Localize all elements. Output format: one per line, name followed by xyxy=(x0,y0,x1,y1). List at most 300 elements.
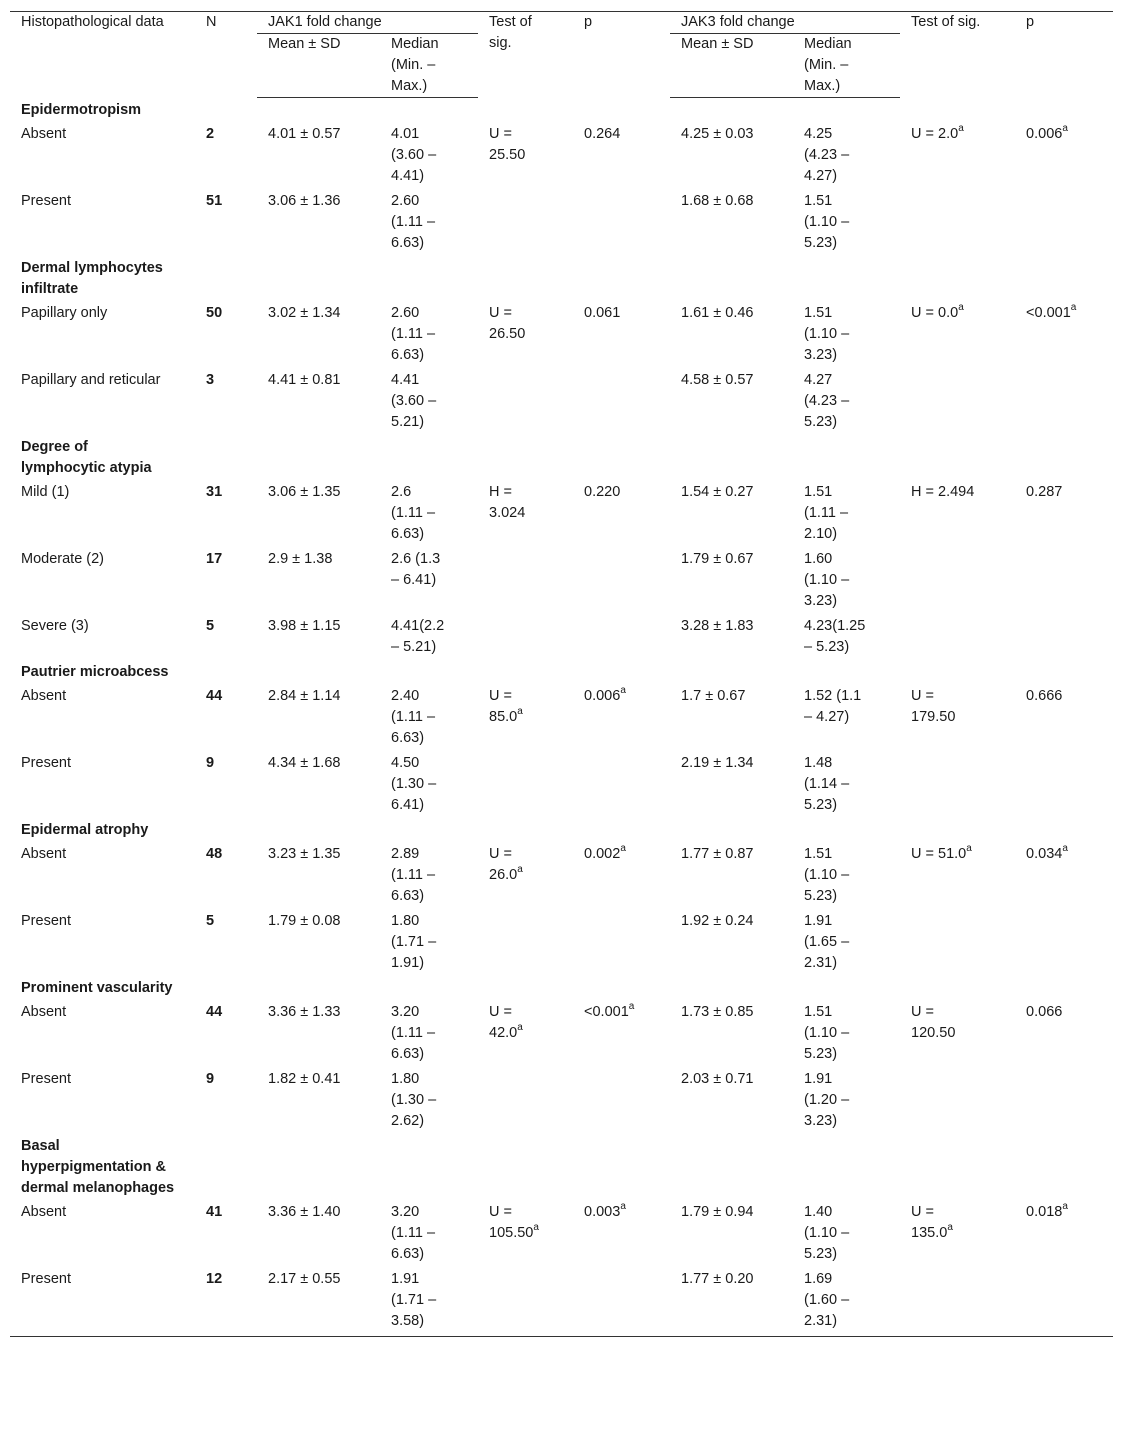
jak3-test-statistic xyxy=(900,368,1015,435)
jak3-p-value-text: 0.666 xyxy=(1026,687,1063,704)
empty-cell xyxy=(380,1134,478,1200)
significance-marker: a xyxy=(517,705,523,717)
jak1-test-statistic xyxy=(478,1000,573,1067)
empty-cell xyxy=(1015,98,1113,122)
n-value xyxy=(195,480,257,547)
jak1-median-range xyxy=(380,1000,478,1067)
table-row xyxy=(10,1000,1113,1067)
jak3-mean-sd-text: 1.68 ± 0.68 xyxy=(681,192,754,209)
jak1-median-range xyxy=(380,189,478,256)
jak1-median-range xyxy=(380,614,478,660)
jak1-mean-sd-text: 4.34 ± 1.68 xyxy=(268,754,341,771)
empty-cell xyxy=(573,976,670,1000)
jak3-test-statistic xyxy=(900,189,1015,256)
jak1-mean-sd xyxy=(257,1067,380,1134)
table-row xyxy=(10,368,1113,435)
group-title: Epidermal atrophy xyxy=(21,821,149,838)
significance-marker: a xyxy=(1062,122,1068,134)
jak1-p-value-text: <0.001 xyxy=(584,1003,629,1020)
group-header-row xyxy=(10,435,1113,480)
jak3-median-range-text: 1.51 (1.10 – 5.23) xyxy=(804,845,850,904)
empty-cell xyxy=(573,98,670,122)
row-label-text: Papillary only xyxy=(21,304,108,321)
subheader-jak3-median: Median (Min. – Max.) xyxy=(793,34,900,98)
row-label-text: Absent xyxy=(21,687,67,704)
group-header-row xyxy=(10,818,1113,842)
jak3-test-statistic xyxy=(900,480,1015,547)
jak3-mean-sd-text: 1.7 ± 0.67 xyxy=(681,687,746,704)
empty-cell xyxy=(257,976,380,1000)
row-label xyxy=(10,547,195,614)
n-value-text: 9 xyxy=(206,754,215,771)
jak1-median-range xyxy=(380,480,478,547)
header-jak1-fold-change: JAK1 fold change xyxy=(257,12,478,34)
jak3-test-statistic xyxy=(900,684,1015,751)
jak3-mean-sd-text: 1.79 ± 0.67 xyxy=(681,550,754,567)
empty-cell xyxy=(670,818,793,842)
group-title: Basal hyperpigmentation & dermal melanophages xyxy=(21,1137,175,1196)
empty-cell xyxy=(257,98,380,122)
row-label-text: Absent xyxy=(21,125,67,142)
row-label xyxy=(10,909,195,976)
empty-cell xyxy=(1015,976,1113,1000)
empty-cell xyxy=(478,1134,573,1200)
empty-cell xyxy=(900,818,1015,842)
jak3-median-range xyxy=(793,122,900,189)
jak1-mean-sd-text: 3.02 ± 1.34 xyxy=(268,304,341,321)
table-row xyxy=(10,614,1113,660)
jak3-mean-sd xyxy=(670,909,793,976)
empty-cell xyxy=(793,660,900,684)
jak3-median-range xyxy=(793,1000,900,1067)
jak3-mean-sd-text: 1.54 ± 0.27 xyxy=(681,483,754,500)
empty-cell xyxy=(670,976,793,1000)
jak3-median-range xyxy=(793,684,900,751)
jak1-median-range xyxy=(380,368,478,435)
jak1-median-range-text: 4.01 (3.60 – 4.41) xyxy=(391,125,437,184)
row-label-text: Absent xyxy=(21,1003,67,1020)
jak3-median-range xyxy=(793,189,900,256)
table-row xyxy=(10,189,1113,256)
jak1-p-value-text: 0.006 xyxy=(584,687,621,704)
header-n: N xyxy=(206,14,217,30)
group-title: Degree of lymphocytic atypia xyxy=(21,438,152,476)
jak1-median-range-text: 2.6 (1.3 – 6.41) xyxy=(391,550,441,588)
row-label-text: Severe (3) xyxy=(21,617,89,634)
row-label xyxy=(10,614,195,660)
empty-cell xyxy=(793,98,900,122)
empty-cell xyxy=(1015,1134,1113,1200)
jak1-median-range xyxy=(380,909,478,976)
jak3-mean-sd-text: 1.77 ± 0.20 xyxy=(681,1270,754,1287)
group-title: Prominent vascularity xyxy=(21,979,173,996)
table-row xyxy=(10,751,1113,818)
jak1-mean-sd xyxy=(257,189,380,256)
empty-cell xyxy=(257,660,380,684)
jak1-test-statistic xyxy=(478,842,573,909)
n-value xyxy=(195,189,257,256)
jak3-p-value xyxy=(1015,301,1113,368)
significance-marker: a xyxy=(533,1221,539,1233)
jak1-median-range xyxy=(380,751,478,818)
jak1-median-range-text: 1.91 (1.71 – 3.58) xyxy=(391,1270,437,1329)
jak3-p-value xyxy=(1015,751,1113,818)
n-value xyxy=(195,614,257,660)
empty-cell xyxy=(257,435,380,480)
empty-cell xyxy=(380,256,478,301)
jak1-mean-sd xyxy=(257,909,380,976)
n-value xyxy=(195,368,257,435)
empty-cell xyxy=(793,435,900,480)
table-row xyxy=(10,1067,1113,1134)
significance-marker: a xyxy=(1062,842,1068,854)
jak3-median-range-text: 1.91 (1.20 – 3.23) xyxy=(804,1070,850,1129)
jak3-median-range xyxy=(793,1200,900,1267)
jak3-mean-sd xyxy=(670,614,793,660)
group-header-row xyxy=(10,98,1113,122)
n-value xyxy=(195,684,257,751)
jak1-mean-sd-text: 3.23 ± 1.35 xyxy=(268,845,341,862)
empty-cell xyxy=(793,1134,900,1200)
jak3-test-statistic xyxy=(900,909,1015,976)
n-value xyxy=(195,1200,257,1267)
jak3-mean-sd xyxy=(670,842,793,909)
empty-cell xyxy=(195,98,257,122)
row-label xyxy=(10,1067,195,1134)
group-header-row xyxy=(10,1134,1113,1200)
group-title: Epidermotropism xyxy=(21,101,142,118)
significance-marker: a xyxy=(947,1221,953,1233)
significance-marker: a xyxy=(620,842,626,854)
jak3-mean-sd-text: 2.19 ± 1.34 xyxy=(681,754,754,771)
jak3-median-range xyxy=(793,909,900,976)
row-label xyxy=(10,122,195,189)
row-label xyxy=(10,368,195,435)
jak3-median-range-text: 1.51 (1.11 – 2.10) xyxy=(804,483,849,542)
empty-cell xyxy=(257,1134,380,1200)
n-value-text: 5 xyxy=(206,912,215,929)
empty-cell xyxy=(1015,818,1113,842)
jak3-median-range xyxy=(793,614,900,660)
empty-cell xyxy=(380,660,478,684)
empty-cell xyxy=(195,818,257,842)
empty-cell xyxy=(573,435,670,480)
jak1-mean-sd-text: 2.9 ± 1.38 xyxy=(268,550,333,567)
empty-cell xyxy=(900,435,1015,480)
empty-cell xyxy=(1015,435,1113,480)
jak1-test-statistic xyxy=(478,684,573,751)
n-value xyxy=(195,122,257,189)
jak3-p-value-text: 0.287 xyxy=(1026,483,1063,500)
jak1-test-statistic xyxy=(478,751,573,818)
jak3-mean-sd-text: 2.03 ± 0.71 xyxy=(681,1070,754,1087)
jak1-p-value-text: 0.002 xyxy=(584,845,621,862)
empty-cell xyxy=(195,660,257,684)
significance-marker: a xyxy=(1070,301,1077,313)
table-row xyxy=(10,301,1113,368)
jak1-median-range-text: 1.80 (1.30 – 2.62) xyxy=(391,1070,437,1129)
jak1-p-value xyxy=(573,368,670,435)
header-test-of-sig-2: Test of sig. xyxy=(911,14,981,30)
jak1-mean-sd-text: 3.36 ± 1.33 xyxy=(268,1003,341,1020)
table-row xyxy=(10,122,1113,189)
jak3-median-range-text: 1.51 (1.10 – 3.23) xyxy=(804,304,850,363)
table-row xyxy=(10,480,1113,547)
row-label-text: Papillary and reticular xyxy=(21,371,161,388)
jak3-median-range-text: 4.23(1.25 – 5.23) xyxy=(804,617,866,655)
jak1-mean-sd-text: 4.01 ± 0.57 xyxy=(268,125,341,142)
n-value xyxy=(195,547,257,614)
jak3-mean-sd xyxy=(670,368,793,435)
row-label xyxy=(10,189,195,256)
table-body xyxy=(10,98,1113,1336)
empty-cell xyxy=(478,256,573,301)
empty-cell xyxy=(478,818,573,842)
jak3-p-value xyxy=(1015,614,1113,660)
jak3-mean-sd xyxy=(670,751,793,818)
jak1-p-value xyxy=(573,842,670,909)
group-header-row xyxy=(10,256,1113,301)
jak3-p-value xyxy=(1015,684,1113,751)
empty-cell xyxy=(478,660,573,684)
jak1-test-statistic xyxy=(478,301,573,368)
empty-cell xyxy=(478,435,573,480)
jak1-median-range xyxy=(380,1200,478,1267)
jak3-test-statistic xyxy=(900,751,1015,818)
jak1-test-statistic xyxy=(478,1067,573,1134)
significance-marker: a xyxy=(628,1000,635,1012)
jak3-test-statistic-text: U = 2.0 xyxy=(911,125,959,142)
jak1-median-range xyxy=(380,122,478,189)
jak1-test-statistic-text: U = 105.50 xyxy=(489,1203,534,1241)
empty-cell xyxy=(573,660,670,684)
jak3-test-statistic xyxy=(900,1000,1015,1067)
jak1-test-statistic xyxy=(478,1267,573,1336)
row-label-text: Present xyxy=(21,754,71,771)
jak3-mean-sd xyxy=(670,1000,793,1067)
jak1-test-statistic xyxy=(478,547,573,614)
jak1-p-value xyxy=(573,1200,670,1267)
jak3-median-range xyxy=(793,842,900,909)
row-label xyxy=(10,480,195,547)
jak1-mean-sd-text: 4.41 ± 0.81 xyxy=(268,371,341,388)
jak1-test-statistic xyxy=(478,614,573,660)
jak3-p-value-text: 0.066 xyxy=(1026,1003,1063,1020)
jak3-test-statistic-text: H = 2.494 xyxy=(911,483,975,500)
jak3-p-value xyxy=(1015,1200,1113,1267)
jak1-test-statistic-text: H = 3.024 xyxy=(489,483,526,521)
n-value xyxy=(195,1267,257,1336)
jak1-median-range-text: 2.89 (1.11 – 6.63) xyxy=(391,845,436,904)
empty-cell xyxy=(793,818,900,842)
jak1-mean-sd xyxy=(257,1200,380,1267)
empty-cell xyxy=(195,1134,257,1200)
jak3-median-range-text: 1.51 (1.10 – 5.23) xyxy=(804,1003,850,1062)
empty-cell xyxy=(573,1134,670,1200)
jak3-p-value xyxy=(1015,547,1113,614)
n-value-text: 31 xyxy=(206,483,223,500)
jak1-mean-sd xyxy=(257,122,380,189)
jak3-median-range xyxy=(793,368,900,435)
jak3-mean-sd xyxy=(670,301,793,368)
jak3-p-value xyxy=(1015,909,1113,976)
jak1-test-statistic xyxy=(478,480,573,547)
jak1-p-value-text: 0.061 xyxy=(584,304,621,321)
empty-cell xyxy=(900,660,1015,684)
n-value xyxy=(195,909,257,976)
n-value xyxy=(195,842,257,909)
significance-marker: a xyxy=(958,301,964,313)
jak1-mean-sd-text: 3.06 ± 1.36 xyxy=(268,192,341,209)
jak1-median-range xyxy=(380,842,478,909)
empty-cell xyxy=(670,98,793,122)
jak3-test-statistic xyxy=(900,1200,1015,1267)
jak1-median-range xyxy=(380,1067,478,1134)
jak3-mean-sd-text: 4.25 ± 0.03 xyxy=(681,125,754,142)
results-table-container xyxy=(10,11,1113,1337)
jak3-p-value-text: <0.001 xyxy=(1026,304,1071,321)
table-row xyxy=(10,1200,1113,1267)
table-row xyxy=(10,1267,1113,1336)
jak3-test-statistic xyxy=(900,122,1015,189)
row-label-text: Moderate (2) xyxy=(21,550,105,567)
jak3-test-statistic xyxy=(900,614,1015,660)
jak1-mean-sd xyxy=(257,684,380,751)
jak1-p-value xyxy=(573,122,670,189)
empty-cell xyxy=(670,256,793,301)
jak3-test-statistic xyxy=(900,1267,1015,1336)
jak1-median-range-text: 3.20 (1.11 – 6.63) xyxy=(391,1203,436,1262)
jak1-test-statistic-text: U = 26.0 xyxy=(489,845,518,883)
header-test-of-sig-1: Test of sig. xyxy=(489,14,532,51)
jak3-median-range-text: 4.25 (4.23 – 4.27) xyxy=(804,125,850,184)
jak1-p-value xyxy=(573,1000,670,1067)
jak1-median-range xyxy=(380,547,478,614)
jak1-test-statistic xyxy=(478,122,573,189)
n-value-text: 12 xyxy=(206,1270,223,1287)
jak3-mean-sd-text: 1.73 ± 0.85 xyxy=(681,1003,754,1020)
jak3-test-statistic xyxy=(900,1067,1015,1134)
jak3-median-range xyxy=(793,480,900,547)
jak1-median-range-text: 3.20 (1.11 – 6.63) xyxy=(391,1003,436,1062)
n-value-text: 51 xyxy=(206,192,223,209)
row-label xyxy=(10,684,195,751)
jak1-mean-sd xyxy=(257,1000,380,1067)
jak1-mean-sd xyxy=(257,751,380,818)
jak3-test-statistic-text: U = 120.50 xyxy=(911,1003,956,1041)
empty-cell xyxy=(1015,256,1113,301)
jak1-median-range xyxy=(380,301,478,368)
jak3-median-range-text: 1.69 (1.60 – 2.31) xyxy=(804,1270,850,1329)
jak3-median-range xyxy=(793,547,900,614)
empty-cell xyxy=(573,818,670,842)
jak3-p-value xyxy=(1015,368,1113,435)
n-value-text: 41 xyxy=(206,1203,223,1220)
group-title: Dermal lymphocytes infiltrate xyxy=(21,259,163,297)
jak1-mean-sd-text: 1.79 ± 0.08 xyxy=(268,912,341,929)
empty-cell xyxy=(670,660,793,684)
significance-marker: a xyxy=(1062,1200,1068,1212)
jak3-median-range xyxy=(793,751,900,818)
jak3-median-range xyxy=(793,1267,900,1336)
jak1-p-value xyxy=(573,301,670,368)
empty-cell xyxy=(257,256,380,301)
jak1-test-statistic-text: U = 26.50 xyxy=(489,304,526,342)
n-value xyxy=(195,1000,257,1067)
jak3-p-value xyxy=(1015,842,1113,909)
subheader-jak1-median: Median (Min. – Max.) xyxy=(380,34,478,98)
jak3-median-range-text: 4.27 (4.23 – 5.23) xyxy=(804,371,850,430)
jak3-median-range-text: 1.52 (1.1 – 4.27) xyxy=(804,687,862,725)
n-value xyxy=(195,1067,257,1134)
jak3-test-statistic xyxy=(900,301,1015,368)
row-label xyxy=(10,842,195,909)
empty-cell xyxy=(257,818,380,842)
jak1-mean-sd xyxy=(257,842,380,909)
jak3-mean-sd xyxy=(670,122,793,189)
jak1-mean-sd-text: 3.06 ± 1.35 xyxy=(268,483,341,500)
jak1-mean-sd xyxy=(257,614,380,660)
jak1-median-range-text: 2.40 (1.11 – 6.63) xyxy=(391,687,436,746)
row-label-text: Present xyxy=(21,1070,71,1087)
header-jak3-fold-change: JAK3 fold change xyxy=(670,12,900,34)
header-row-top xyxy=(10,12,1113,34)
n-value-text: 3 xyxy=(206,371,215,388)
jak1-test-statistic xyxy=(478,1200,573,1267)
empty-cell xyxy=(195,976,257,1000)
jak3-median-range-text: 1.51 (1.10 – 5.23) xyxy=(804,192,850,251)
row-label xyxy=(10,1267,195,1336)
jak3-median-range-text: 1.40 (1.10 – 5.23) xyxy=(804,1203,850,1262)
n-value-text: 17 xyxy=(206,550,223,567)
jak1-median-range xyxy=(380,684,478,751)
n-value-text: 2 xyxy=(206,125,215,142)
empty-cell xyxy=(380,976,478,1000)
empty-cell xyxy=(900,976,1015,1000)
row-label xyxy=(10,1000,195,1067)
jak3-mean-sd-text: 1.92 ± 0.24 xyxy=(681,912,754,929)
jak3-test-statistic xyxy=(900,547,1015,614)
empty-cell xyxy=(900,98,1015,122)
significance-marker: a xyxy=(517,1021,523,1033)
table-row xyxy=(10,842,1113,909)
jak1-test-statistic xyxy=(478,368,573,435)
jak3-p-value-text: 0.034 xyxy=(1026,845,1063,862)
jak1-median-range-text: 4.41 (3.60 – 5.21) xyxy=(391,371,437,430)
jak3-p-value xyxy=(1015,189,1113,256)
jak3-p-value xyxy=(1015,122,1113,189)
header-p-2: p xyxy=(1026,14,1035,30)
empty-cell xyxy=(900,1134,1015,1200)
jak1-test-statistic-text: U = 42.0 xyxy=(489,1003,518,1041)
jak1-median-range-text: 2.60 (1.11 – 6.63) xyxy=(391,304,436,363)
jak1-p-value xyxy=(573,480,670,547)
empty-cell xyxy=(793,976,900,1000)
jak1-test-statistic xyxy=(478,189,573,256)
jak1-median-range-text: 4.41(2.2 – 5.21) xyxy=(391,617,445,655)
table-bottom-rule xyxy=(10,1336,1113,1337)
jak3-mean-sd-text: 4.58 ± 0.57 xyxy=(681,371,754,388)
jak1-mean-sd-text: 2.17 ± 0.55 xyxy=(268,1270,341,1287)
subheader-jak1-mean-sd: Mean ± SD xyxy=(257,34,380,98)
jak3-test-statistic-text: U = 51.0 xyxy=(911,845,967,862)
jak3-median-range-text: 1.91 (1.65 – 2.31) xyxy=(804,912,850,971)
group-header-row xyxy=(10,660,1113,684)
jak1-mean-sd-text: 2.84 ± 1.14 xyxy=(268,687,341,704)
empty-cell xyxy=(478,976,573,1000)
empty-cell xyxy=(793,256,900,301)
significance-marker: a xyxy=(620,684,626,696)
